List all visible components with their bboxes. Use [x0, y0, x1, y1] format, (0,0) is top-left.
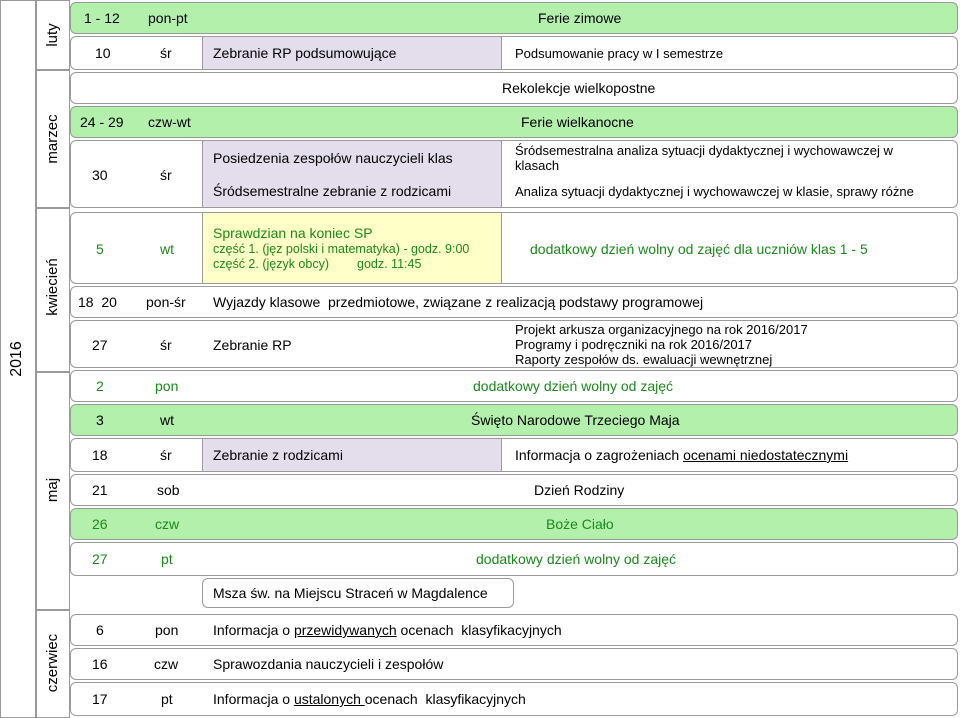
row-ferie-wielkanocne [70, 106, 958, 138]
description: Ferie wielkanocne [521, 114, 634, 130]
day: śr [160, 337, 172, 353]
date: 5 [96, 241, 104, 257]
row-jun-16 [70, 648, 958, 680]
event: Zebranie RP [213, 337, 292, 353]
description-a: Informacja o [213, 622, 294, 638]
month-czerwiec-label: czerwiec [44, 633, 61, 693]
date: 16 [92, 656, 108, 672]
date: 3 [96, 412, 104, 428]
day: czw [154, 656, 179, 672]
description-2: Programy i podręczniki na rok 2016/2017 [515, 337, 753, 352]
description-1b: klasach [515, 158, 560, 173]
month-luty-label: luty [44, 23, 61, 47]
event: Zebranie RP podsumowujące [213, 45, 397, 61]
date: 30 [92, 167, 108, 183]
description: dodatkowy dzień wolny od zajęć [476, 551, 677, 567]
description-1a: Śródsemestralna analiza sytuacji dydaktycznej i wychowawczej w [515, 143, 893, 158]
description: Ferie zimowe [538, 10, 622, 26]
date: 18 20 [78, 294, 117, 310]
divider [202, 213, 203, 283]
description: dodatkowy dzień wolny od zajęć [473, 378, 674, 394]
date: 18 [92, 447, 108, 463]
day: pon-śr [146, 294, 186, 310]
day: czw [155, 516, 180, 532]
date: 1 - 12 [84, 10, 120, 26]
row-may-21 [70, 474, 958, 506]
month-kwiecien-label: kwiecień [44, 258, 61, 316]
date: 24 - 29 [80, 114, 124, 130]
divider [501, 439, 502, 471]
day: pon [155, 378, 179, 394]
description-b: ustalonych [293, 691, 365, 707]
description: dodatkowy dzień wolny od zajęć dla uczniów klas 1 - 5 [530, 241, 868, 257]
description-2: Analiza sytuacji dydaktycznej i wychowawczej w klasie, sprawy różne [515, 184, 914, 199]
month-marzec-label: marzec [44, 114, 61, 164]
description: Msza św. na Miejscu Straceń w Magdalence [213, 585, 488, 601]
event: Zebranie z rodzicami [213, 447, 343, 463]
description-b: przewidywanych [293, 622, 397, 638]
month-maj-label: maj [44, 477, 61, 503]
date: 6 [96, 622, 104, 638]
description [213, 691, 526, 707]
date: 10 [95, 45, 111, 61]
divider [501, 141, 502, 207]
exam-part-2b: godz. 11:45 [357, 257, 422, 271]
description [213, 622, 562, 638]
event-1: Posiedzenia zespołów nauczycieli klas [213, 150, 453, 166]
date: 17 [92, 691, 108, 707]
day: czw-wt [148, 114, 191, 130]
day: śr [160, 167, 172, 183]
event-2: Śródsemestralne zebranie z rodzicami [213, 183, 452, 199]
description [515, 447, 848, 463]
description-a: Informacja o zagrożeniach [515, 447, 684, 463]
exam-title: Sprawdzian na koniec SP [213, 225, 373, 241]
divider [202, 141, 203, 207]
divider [202, 37, 203, 69]
divider [501, 213, 502, 283]
date: 27 [92, 551, 108, 567]
description: Podsumowanie pracy w I semestrze [515, 46, 724, 61]
description: Rekolekcje wielkopostne [502, 80, 656, 96]
day: śr [160, 447, 172, 463]
date: 27 [92, 337, 108, 353]
day: pon-pt [148, 10, 188, 26]
exam-part-1: część 1. (jęz polski i matematyka) - godz. 9:00 [213, 242, 470, 256]
divider [202, 439, 203, 471]
divider [501, 37, 502, 69]
description-a: Informacja o [213, 691, 294, 707]
day: wt [160, 241, 174, 257]
day: śr [160, 45, 172, 61]
day: pt [161, 551, 173, 567]
description: Sprawozdania nauczycieli i zespołów [213, 656, 444, 672]
day: pt [161, 691, 173, 707]
description: Święto Narodowe Trzeciego Maja [471, 412, 680, 428]
row-may-26 [70, 508, 958, 540]
date: 26 [92, 516, 108, 532]
date: 21 [92, 482, 108, 498]
day: pon [155, 622, 179, 638]
description: Wyjazdy klasowe przedmiotowe, związane z realizacją podstawy programowej [213, 294, 704, 310]
day: sob [157, 482, 180, 498]
description: Dzień Rodziny [534, 482, 625, 498]
day: wt [160, 412, 174, 428]
description-1: Projekt arkusza organizacyjnego na rok 2016/2017 [515, 322, 808, 337]
row-ferie-zimowe [70, 2, 958, 34]
row-apr-27 [70, 320, 958, 368]
description-3: Raporty zespołów ds. ewaluacji wewnętrznej [515, 352, 773, 367]
year-label: 2016 [8, 341, 25, 377]
description: Boże Ciało [546, 516, 614, 532]
exam-part-2a: część 2. (język obcy) [213, 257, 330, 271]
description-c: ocenach klasyfikacyjnych [364, 691, 526, 707]
description-b: ocenami niedostatecznymi [683, 447, 849, 463]
date: 2 [96, 378, 104, 394]
description-c: ocenach klasyfikacyjnych [396, 622, 562, 638]
